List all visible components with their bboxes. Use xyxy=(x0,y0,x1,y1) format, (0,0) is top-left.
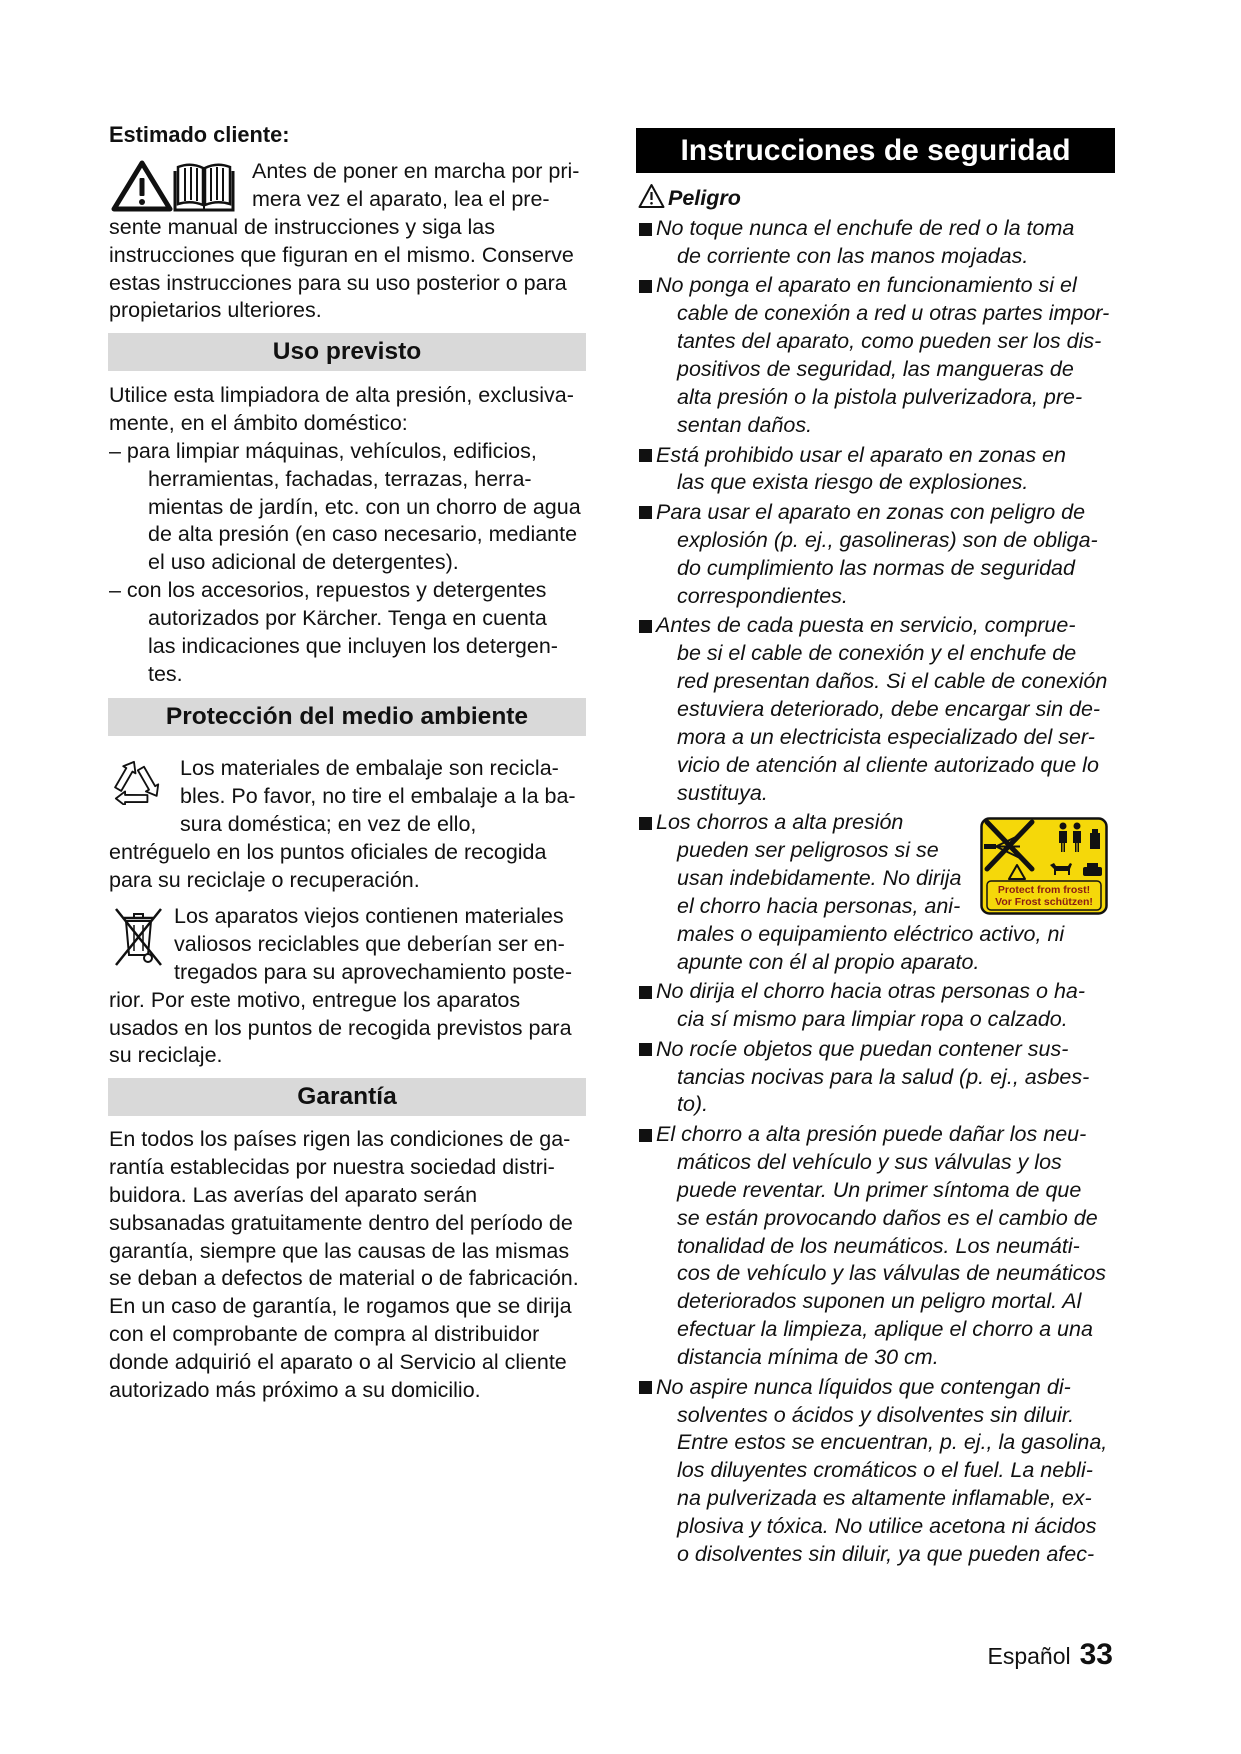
text-line: buidora. Las averías del aparato serán xyxy=(109,1182,478,1207)
text-line: los diluyentes cromáticos o el fuel. La nebli- xyxy=(677,1458,1093,1483)
text-line: autorizado más próximo a su domicilio. xyxy=(109,1378,481,1403)
text-line: máticos del vehículo y sus válvulas y los xyxy=(677,1149,1062,1174)
text-line: El chorro a alta presión puede dañar los neu- xyxy=(656,1122,1087,1146)
text-line: autorizados por Kärcher. Tenga en cuenta xyxy=(148,606,547,631)
safety-item xyxy=(636,1374,1115,1569)
text-line: rior. Por este motivo, entregue los aparatos xyxy=(109,987,521,1012)
safety-item xyxy=(636,272,1115,439)
greeting: Estimado cliente: xyxy=(109,122,290,147)
safety-item xyxy=(636,215,1115,271)
text-line: – con los accesorios, repuestos y detergentes xyxy=(109,578,547,603)
bullet-square-icon xyxy=(639,449,652,462)
text-line: sustituya. xyxy=(677,780,768,805)
text-line: puede reventar. Un primer síntoma de que xyxy=(677,1177,1082,1202)
section-heading-uso-previsto: Uso previsto xyxy=(108,333,586,371)
text-line: En un caso de garantía, le rogamos que se dirija xyxy=(109,1294,572,1319)
text-line: En todos los países rigen las condiciones de ga- xyxy=(109,1127,571,1151)
text-line: tancias nocivas para la salud (p. ej., asbes- xyxy=(677,1064,1090,1089)
text-line: se están provocando daños es el cambio de xyxy=(677,1205,1098,1230)
text-line: sente manual de instrucciones y siga las xyxy=(109,214,496,239)
text-line: rantía establecidas por nuestra sociedad distri- xyxy=(109,1154,555,1179)
frost-warning-sticker xyxy=(980,817,1108,915)
text-line: cia sí mismo para limpiar ropa o calzado. xyxy=(677,1007,1068,1032)
safety-item xyxy=(636,612,1115,807)
bullet-square-icon xyxy=(639,1381,652,1394)
text-line: No dirija el chorro hacia otras personas o ha- xyxy=(656,979,1086,1004)
bullet-square-icon xyxy=(639,223,652,236)
text-line: Entre estos se encuentran, p. ej., la gasolina, xyxy=(677,1430,1108,1455)
text-line: No rocíe objetos que puedan contener sus- xyxy=(656,1036,1069,1061)
text-line: Los chorros a alta presión xyxy=(656,810,904,835)
text-line: vicio de atención al cliente autorizado que lo xyxy=(677,752,1099,777)
text-line: las que exista riesgo de explosiones. xyxy=(677,470,1029,495)
text-line: efectuar la limpieza, aplique el chorro a una xyxy=(677,1317,1093,1342)
sticker-text-english: Protect from frost! xyxy=(997,884,1091,896)
text-line: su reciclaje. xyxy=(109,1043,223,1068)
text-line: pueden ser peligrosos si se xyxy=(677,838,939,863)
text-line: explosión (p. ej., gasolineras) son de obliga- xyxy=(677,527,1098,552)
text-line: las indicaciones que incluyen los detergen- xyxy=(148,634,558,659)
text-line: mora a un electricista especializado del ser- xyxy=(677,724,1095,749)
danger-triangle-icon xyxy=(638,183,665,209)
text-line: sentan daños. xyxy=(677,412,813,437)
intro-paragraph xyxy=(109,158,586,325)
text-line: No toque nunca el enchufe de red o la toma xyxy=(656,216,1075,240)
section-heading-garantia: Garantía xyxy=(108,1078,586,1116)
bullet-square-icon xyxy=(639,506,652,519)
safety-item xyxy=(636,442,1115,498)
text-line: estas instrucciones para su uso posterior o para xyxy=(109,270,567,295)
text-line: apunte con él al propio aparato. xyxy=(677,949,980,974)
text-line: males o equipamiento eléctrico activo, ni xyxy=(677,921,1065,946)
footer-language: Español xyxy=(987,1643,1071,1669)
text-line: plosiva y tóxica. No utilice acetona ni ácidos xyxy=(677,1514,1097,1539)
old-devices-paragraph xyxy=(109,903,586,1070)
text-line: deteriorados suponen un peligro mortal. Al xyxy=(677,1289,1082,1314)
text-line: tantes del aparato, como pueden ser los dis- xyxy=(677,329,1102,354)
text-line: correspondientes. xyxy=(677,583,848,608)
text-line: herramientas, fachadas, terrazas, herra- xyxy=(148,466,532,491)
text-line: mente, en el ámbito doméstico: xyxy=(109,410,408,435)
uso-previsto-section xyxy=(109,382,586,689)
text-line: positivos de seguridad, las mangueras de xyxy=(677,357,1074,382)
text-line: usan indebidamente. No dirija xyxy=(677,865,962,890)
text-line: entréguelo en los puntos oficiales de recogida xyxy=(109,839,547,864)
text-line: se deban a defectos de material o de fabricación. xyxy=(109,1266,579,1291)
text-line: instrucciones que figuran en el mismo. Conserve xyxy=(109,242,574,267)
text-line: alta presión o la pistola pulverizadora, pre- xyxy=(677,385,1083,410)
text-line: estuviera deteriorado, debe encargar sin de- xyxy=(677,696,1101,721)
text-line: garantía, siempre que las causas de las mismas xyxy=(109,1238,570,1263)
text-line: donde adquirió el aparato o al Servicio al cliente xyxy=(109,1350,567,1375)
bullet-square-icon xyxy=(639,817,652,830)
text-line: usados en los puntos de recogida previstos para xyxy=(109,1015,572,1040)
text-line: Está prohibido usar el aparato en zonas en xyxy=(656,442,1066,467)
text-line: el chorro hacia personas, ani- xyxy=(677,893,961,918)
text-line: Antes de cada puesta en servicio, comprue- xyxy=(656,613,1076,638)
text-line: el uso adicional de detergentes). xyxy=(148,550,459,575)
garantia-paragraph xyxy=(109,1126,586,1405)
text-line: tregados para su aprovechamiento poste- xyxy=(174,959,572,984)
text-line: Para usar el aparato en zonas con peligro de xyxy=(656,499,1086,524)
text-line: distancia mínima de 30 cm. xyxy=(677,1345,939,1370)
text-line: o disolventes sin diluir, ya que pueden afec- xyxy=(677,1542,1095,1567)
text-line: Los aparatos viejos contienen materiales xyxy=(174,904,564,928)
text-line: do cumplimiento las normas de seguridad xyxy=(677,555,1075,580)
text-line: Los materiales de embalaje son recicla- xyxy=(180,756,559,780)
uso-previsto-paragraph xyxy=(109,382,586,438)
packaging-paragraph xyxy=(109,755,586,894)
text-line: mientas de jardín, etc. con un chorro de agua xyxy=(148,494,581,519)
page-footer xyxy=(988,1638,1114,1678)
text-line: No ponga el aparato en funcionamiento si el xyxy=(656,273,1077,298)
text-line: con el comprobante de compra al distribuidor xyxy=(109,1322,540,1347)
text-line: Antes de poner en marcha por pri- xyxy=(252,159,580,183)
safety-item xyxy=(636,978,1115,1034)
text-line: mera vez el aparato, lea el pre- xyxy=(252,186,550,211)
uso-previsto-list xyxy=(109,438,586,689)
list-item xyxy=(109,577,586,689)
text-line: be si el cable de conexión y el enchufe de xyxy=(677,641,1077,666)
text-line: to). xyxy=(677,1092,709,1117)
sticker-text-german: Vor Frost schützen! xyxy=(995,896,1093,908)
text-line: tes. xyxy=(148,661,183,686)
section-heading-medio-ambiente: Protección del medio ambiente xyxy=(108,698,586,736)
bullet-square-icon xyxy=(639,620,652,633)
list-item xyxy=(109,438,586,577)
text-line: de corriente con las manos mojadas. xyxy=(677,243,1029,268)
text-line: solventes o ácidos y disolventes sin diluir. xyxy=(677,1402,1075,1427)
bullet-square-icon xyxy=(639,1129,652,1142)
text-line: tonalidad de los neumáticos. Los neumáti- xyxy=(677,1233,1080,1258)
text-line: na pulverizada es altamente inflamable, ex- xyxy=(677,1486,1092,1511)
text-line: de alta presión (en caso necesario, mediante xyxy=(148,522,578,547)
danger-label: Peligro xyxy=(668,186,741,210)
bullet-square-icon xyxy=(639,280,652,293)
text-line: red presentan daños. Si el cable de conexión xyxy=(677,669,1108,693)
page-number: 33 xyxy=(1079,1638,1113,1671)
safety-item xyxy=(636,1121,1115,1372)
text-line: – para limpiar máquinas, vehículos, edificios, xyxy=(109,438,537,463)
bullet-square-icon xyxy=(639,1043,652,1056)
text-line: valiosos reciclables que deberían ser en- xyxy=(174,931,565,956)
bullet-square-icon xyxy=(639,986,652,999)
text-line: subsanadas gratuitamente dentro del período de xyxy=(109,1210,573,1235)
safety-item xyxy=(636,499,1115,611)
text-line: sura doméstica; en vez de ello, xyxy=(180,811,477,836)
text-line: cos de vehículo y las válvulas de neumáticos xyxy=(677,1261,1107,1286)
text-line: propietarios ulteriores. xyxy=(109,298,322,323)
text-line: cable de conexión a red u otras partes impor- xyxy=(677,301,1110,326)
text-line: para su reciclaje o recuperación. xyxy=(109,867,420,892)
safety-item xyxy=(636,1036,1115,1120)
text-line: Utilice esta limpiadora de alta presión, exclusiva- xyxy=(109,383,574,407)
text-line: bles. Po favor, no tire el embalaje a la ba- xyxy=(180,783,576,808)
text-line: No aspire nunca líquidos que contengan di- xyxy=(656,1374,1071,1399)
safety-title: Instrucciones de seguridad xyxy=(636,128,1115,173)
